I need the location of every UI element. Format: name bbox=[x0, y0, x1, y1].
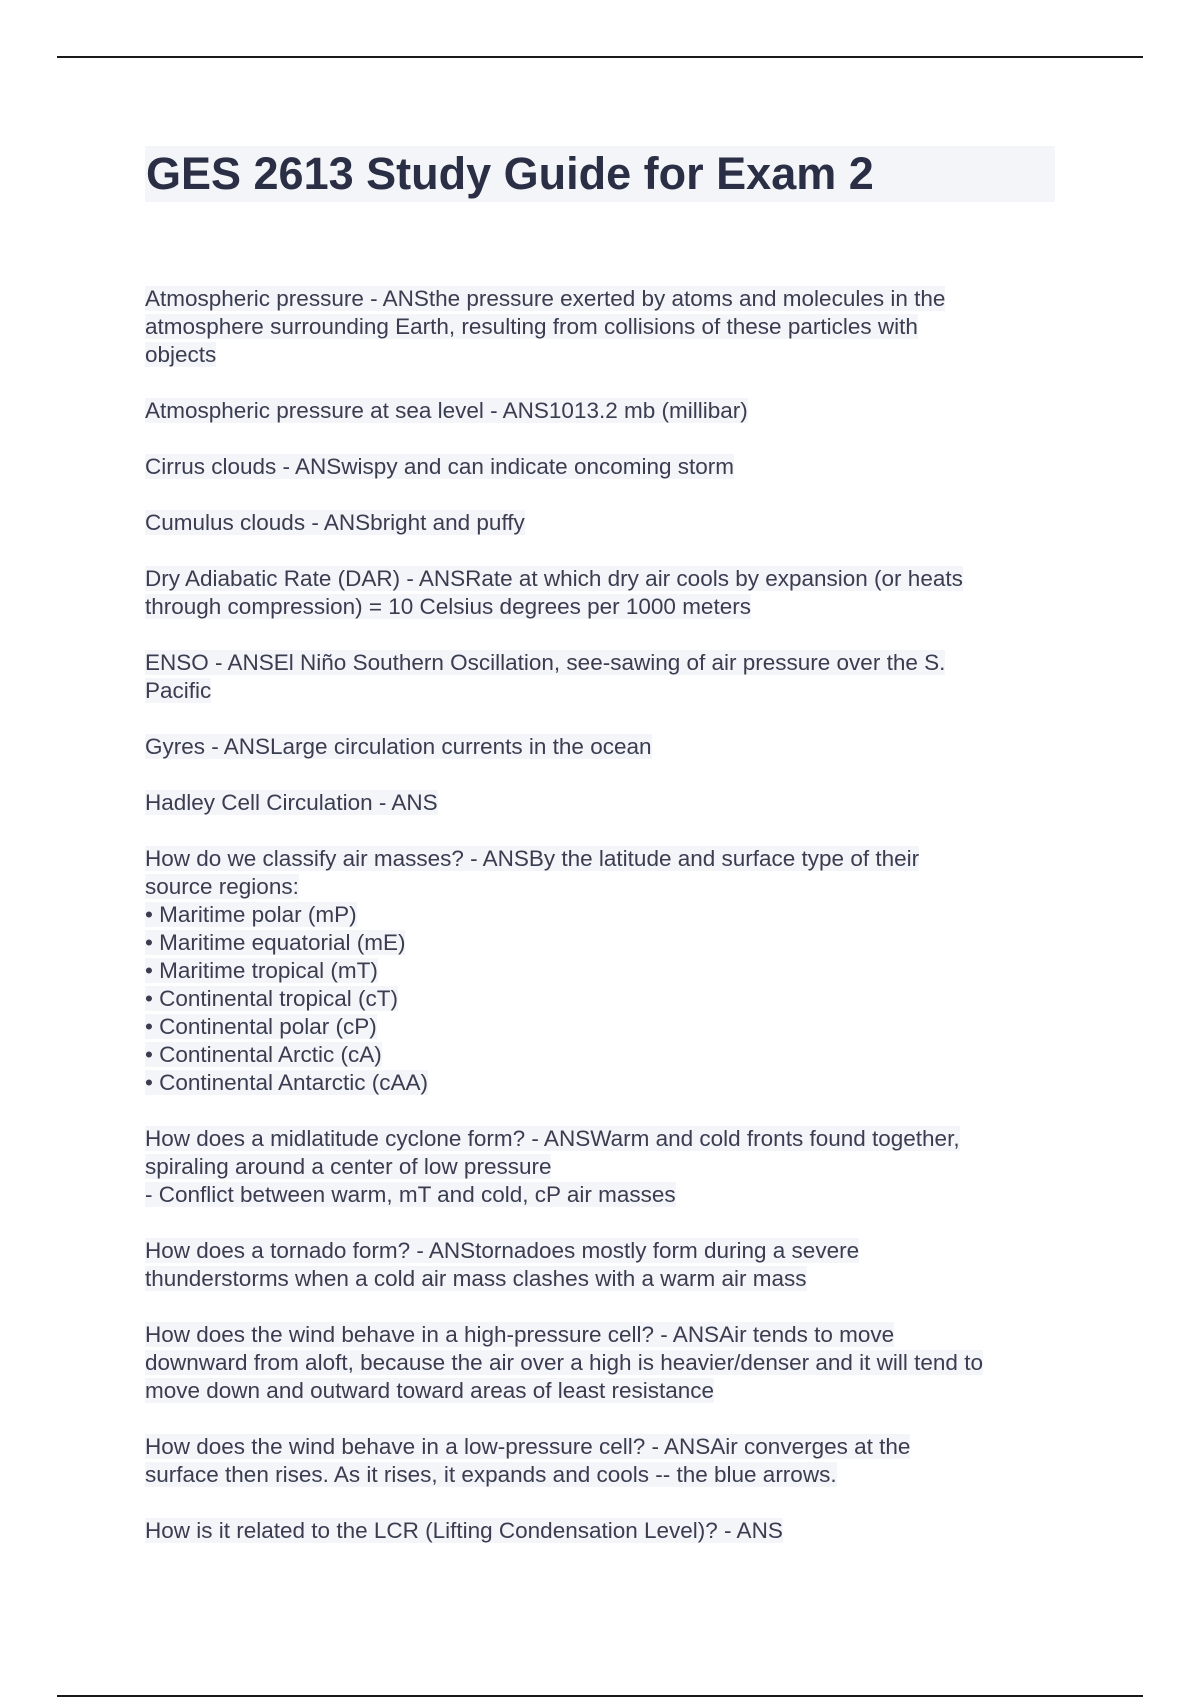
qa-entry-line bbox=[145, 509, 1065, 537]
qa-entry-line bbox=[145, 341, 1065, 369]
qa-entry-text: • Continental Antarctic (cAA) bbox=[145, 1070, 428, 1095]
qa-entry-text: atmosphere surrounding Earth, resulting from collisions of these particles with bbox=[145, 314, 918, 339]
qa-entry-line bbox=[145, 957, 1065, 985]
qa-entry-text: • Continental Arctic (cA) bbox=[145, 1042, 382, 1067]
study-guide-entries bbox=[145, 285, 1065, 1573]
qa-entry-line bbox=[145, 677, 1065, 705]
qa-entry-line bbox=[145, 985, 1065, 1013]
qa-entry-line bbox=[145, 565, 1065, 593]
qa-entry-line bbox=[145, 901, 1065, 929]
qa-entry-text: Cirrus clouds - ANSwispy and can indicate oncoming storm bbox=[145, 454, 734, 479]
qa-entry-text: downward from aloft, because the air over a high is heavier/denser and it will tend to bbox=[145, 1350, 983, 1375]
qa-entry bbox=[145, 1433, 1065, 1489]
qa-entry-line bbox=[145, 789, 1065, 817]
qa-entry-text: Atmospheric pressure at sea level - ANS1013.2 mb (millibar) bbox=[145, 398, 748, 423]
qa-entry-line bbox=[145, 1461, 1065, 1489]
qa-entry-text: Pacific bbox=[145, 678, 212, 703]
qa-entry-line bbox=[145, 1377, 1065, 1405]
qa-entry-text: ENSO - ANSEl Niño Southern Oscillation, see-sawing of air pressure over the S. bbox=[145, 650, 946, 675]
qa-entry-text: Cumulus clouds - ANSbright and puffy bbox=[145, 510, 525, 535]
qa-entry-line bbox=[145, 397, 1065, 425]
top-rule bbox=[57, 56, 1143, 58]
qa-entry-line bbox=[145, 593, 1065, 621]
qa-entry-text: Gyres - ANSLarge circulation currents in the ocean bbox=[145, 734, 652, 759]
qa-entry-line bbox=[145, 1349, 1065, 1377]
qa-entry bbox=[145, 1321, 1065, 1405]
qa-entry-text: objects bbox=[145, 342, 217, 367]
qa-entry-text: How does a midlatitude cyclone form? - ANSWarm and cold fronts found together, bbox=[145, 1126, 960, 1151]
qa-entry bbox=[145, 845, 1065, 1097]
qa-entry-text: How does a tornado form? - ANStornadoes mostly form during a severe bbox=[145, 1238, 860, 1263]
qa-entry-line bbox=[145, 1013, 1065, 1041]
qa-entry-line bbox=[145, 1041, 1065, 1069]
qa-entry-line bbox=[145, 845, 1065, 873]
qa-entry-line bbox=[145, 1433, 1065, 1461]
qa-entry bbox=[145, 565, 1065, 621]
qa-entry bbox=[145, 1237, 1065, 1293]
qa-entry-text: How does the wind behave in a high-pressure cell? - ANSAir tends to move bbox=[145, 1322, 895, 1347]
qa-entry-line bbox=[145, 1125, 1065, 1153]
qa-entry-text: move down and outward toward areas of least resistance bbox=[145, 1378, 715, 1403]
qa-entry-text: How is it related to the LCR (Lifting Condensation Level)? - ANS bbox=[145, 1518, 783, 1543]
qa-entry-line bbox=[145, 1237, 1065, 1265]
qa-entry-text: Dry Adiabatic Rate (DAR) - ANSRate at which dry air cools by expansion (or heats bbox=[145, 566, 963, 591]
qa-entry bbox=[145, 509, 1065, 537]
qa-entry-line bbox=[145, 1153, 1065, 1181]
bottom-rule bbox=[57, 1695, 1143, 1697]
qa-entry-line bbox=[145, 1181, 1065, 1209]
qa-entry bbox=[145, 1125, 1065, 1209]
qa-entry bbox=[145, 1517, 1065, 1545]
qa-entry-text: • Maritime equatorial (mE) bbox=[145, 930, 406, 955]
qa-entry-line bbox=[145, 453, 1065, 481]
qa-entry-line bbox=[145, 733, 1065, 761]
qa-entry-line bbox=[145, 1321, 1065, 1349]
qa-entry-text: How does the wind behave in a low-pressure cell? - ANSAir converges at the bbox=[145, 1434, 911, 1459]
qa-entry-text: through compression) = 10 Celsius degrees per 1000 meters bbox=[145, 594, 751, 619]
qa-entry bbox=[145, 649, 1065, 705]
qa-entry-text: • Continental tropical (cT) bbox=[145, 986, 398, 1011]
qa-entry-line bbox=[145, 1517, 1065, 1545]
qa-entry-text: surface then rises. As it rises, it expands and cools -- the blue arrows. bbox=[145, 1462, 837, 1487]
qa-entry-text: Atmospheric pressure - ANSthe pressure exerted by atoms and molecules in the bbox=[145, 286, 946, 311]
qa-entry-text: spiraling around a center of low pressure bbox=[145, 1154, 552, 1179]
qa-entry bbox=[145, 789, 1065, 817]
qa-entry-line bbox=[145, 649, 1065, 677]
qa-entry-text: • Maritime polar (mP) bbox=[145, 902, 357, 927]
qa-entry-line bbox=[145, 1069, 1065, 1097]
qa-entry bbox=[145, 453, 1065, 481]
qa-entry bbox=[145, 285, 1065, 369]
qa-entry-line bbox=[145, 929, 1065, 957]
qa-entry bbox=[145, 733, 1065, 761]
qa-entry-line bbox=[145, 313, 1065, 341]
qa-entry-text: How do we classify air masses? - ANSBy the latitude and surface type of their bbox=[145, 846, 920, 871]
qa-entry-text: source regions: bbox=[145, 874, 299, 899]
qa-entry-text: - Conflict between warm, mT and cold, cP air masses bbox=[145, 1182, 676, 1207]
page-title: GES 2613 Study Guide for Exam 2 bbox=[146, 148, 874, 199]
qa-entry-line bbox=[145, 1265, 1065, 1293]
qa-entry-line bbox=[145, 285, 1065, 313]
qa-entry-line bbox=[145, 873, 1065, 901]
qa-entry bbox=[145, 397, 1065, 425]
qa-entry-text: • Maritime tropical (mT) bbox=[145, 958, 378, 983]
qa-entry-text: • Continental polar (cP) bbox=[145, 1014, 377, 1039]
qa-entry-text: thunderstorms when a cold air mass clashes with a warm air mass bbox=[145, 1266, 807, 1291]
qa-entry-text: Hadley Cell Circulation - ANS bbox=[145, 790, 438, 815]
